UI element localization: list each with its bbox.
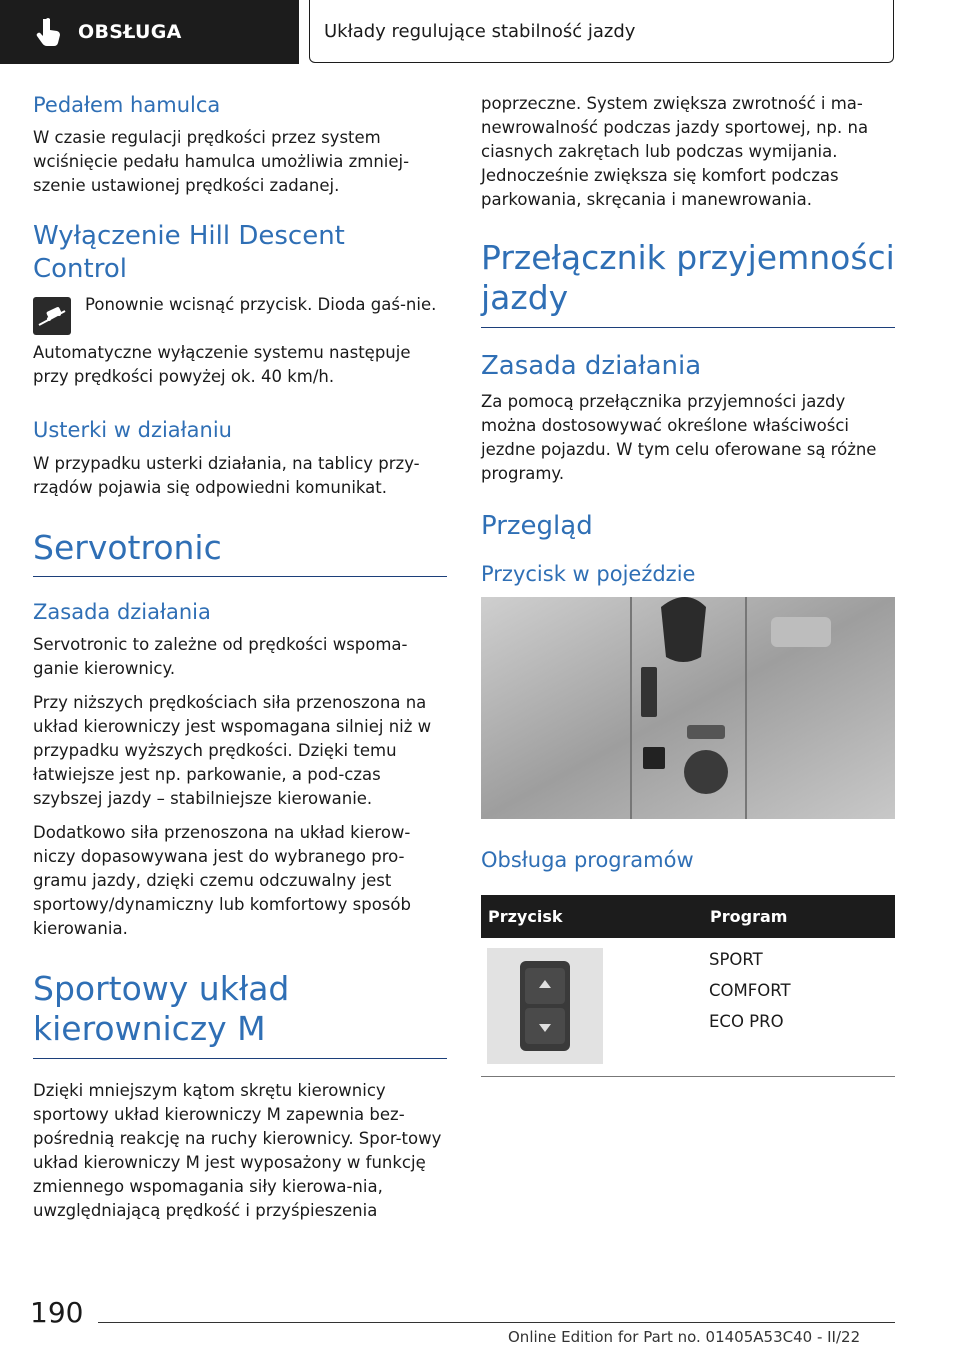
msteer-heading-block: [33, 969, 447, 1059]
servo-principle-heading: Zasada działania: [33, 599, 211, 624]
program-eco-pro: ECO PRO: [709, 1012, 784, 1031]
column-header-program: Program: [703, 895, 895, 938]
principle-text: Za pomocą przełącznika przyjemności jazdy można dostosowywać określone właściwości jezdne pojazdu. W tym celu oferowane są różne programy.: [481, 392, 877, 483]
servo-p2: Przy niższych prędkościach siła przenoszona na układ kierowniczy jest wspomagana silniej niż w przypadku wyższych prędkości. Dzięki temu łatwiejsze jest np. parkowanie, a pod-czas szybszej jazdy – stabilniejsze kierowanie.: [33, 693, 432, 808]
program-sport: SPORT: [709, 950, 763, 969]
msteer-heading: Sportowy układ kierowniczy M: [33, 969, 290, 1049]
header-section-tab: [0, 0, 299, 64]
footer-rule: [98, 1322, 895, 1323]
continued-text: poprzeczne. System zwiększa zwrotność i ma-newrowalność podczas jazdy sportowej, np. na ciasnych zakrętach lub podczas wymijania. Jednocześnie zwiększa się komfort podczas parkowania, skręcania i manewrowania.: [481, 94, 869, 209]
faults-text: W przypadku usterki działania, na tablicy przy-rządów pojawia się odpowiedni komunikat.: [33, 453, 420, 497]
hdc-off-row: [33, 293, 447, 335]
switch-heading: Przełącznik przyjemności jazdy: [481, 238, 895, 318]
hdc-auto-text: Automatyczne wyłączenie systemu następuje przy prędkości powyżej ok. 40 km/h.: [33, 343, 411, 387]
table-row: [481, 938, 895, 1077]
servotronic-heading-block: [33, 528, 447, 577]
servo-p1: Servotronic to zależne od prędkości wspoma-ganie kierownicy.: [33, 635, 408, 678]
principle-heading: Zasada działania: [481, 350, 702, 381]
button-heading: Przycisk w pojeździe: [481, 561, 696, 586]
hdc-off-heading: Wyłączenie Hill Descent Control: [33, 221, 345, 284]
servotronic-heading: Servotronic: [33, 527, 222, 567]
hdc-off-text: Ponownie wcisnąć przycisk. Dioda gaś-nie.: [85, 295, 437, 315]
servo-p3: Dodatkowo siła przenoszona na układ kierow-niczy dopasowywana jest do wybranego pro-gramu jazdy, dzięki czemu odczuwalny jest sportowy/dynamiczny lub komfortowy sposób kierowania.: [33, 823, 411, 938]
msteer-text: Dzięki mniejszym kątom skrętu kierownicy sportowy układ kierowniczy M zapewnia bez-pośrednią reakcję na ruchy kierownicy. Spor-towy układ kierowniczy M jest wyposażony w funkcję zmiennego wspomagania siły kierowa-nia, uwzględniającą prędkość i przyśpieszenia: [33, 1080, 442, 1220]
center-console-photo: [481, 597, 895, 819]
driving-experience-switch-icon: [487, 948, 603, 1064]
chapter-title: Układy regulujące stabilność jazdy: [324, 20, 636, 42]
chapter-title-bar: [309, 0, 894, 63]
column-header-button: Przycisk: [481, 895, 703, 938]
brake-heading: Pedałem hamulca: [33, 93, 221, 117]
brake-text: W czasie regulacji prędkości przez system wciśnięcie pedału hamulca umożliwia zmniej-szenie ustawionej prędkości zadanej.: [33, 128, 410, 196]
footer-edition: Online Edition for Part no. 01405A53C40 - II/22: [508, 1328, 861, 1346]
overview-heading: Przegląd: [481, 511, 593, 541]
program-comfort: COMFORT: [709, 981, 791, 1000]
right-column: [481, 92, 895, 1077]
left-column: [33, 92, 447, 1233]
programs-heading: Obsługa programów: [481, 847, 694, 872]
faults-heading: Usterki w działaniu: [33, 418, 232, 443]
page-number: 190: [30, 1296, 84, 1329]
hand-pointer-icon: [36, 17, 62, 47]
section-title: OBSŁUGA: [78, 21, 182, 43]
switch-heading-block: [481, 238, 895, 328]
hill-descent-control-icon: [33, 297, 71, 335]
programs-table: [481, 895, 895, 1077]
